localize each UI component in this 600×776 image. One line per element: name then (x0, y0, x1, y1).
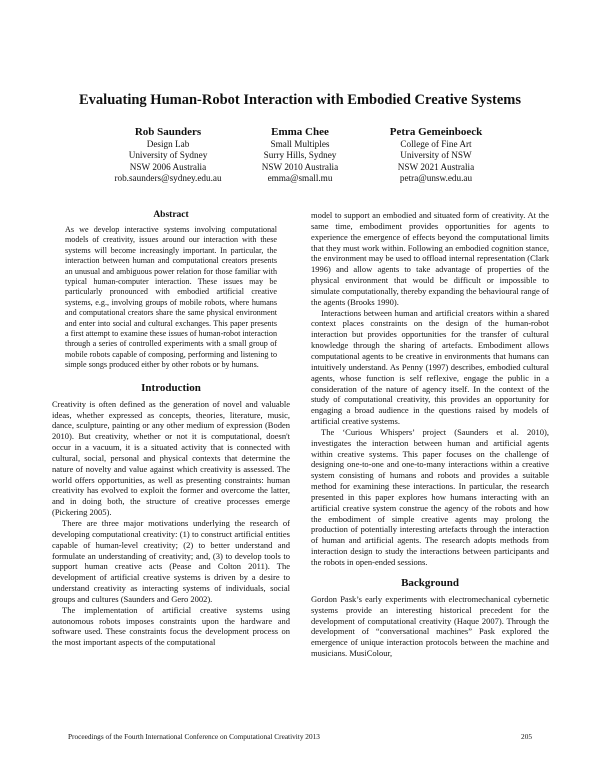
author-3 (336, 126, 536, 184)
author-name: Emma Chee (271, 126, 329, 138)
author-affiliation: University of Sydney (128, 150, 208, 161)
paragraph: There are three major motivations underlying the research of developing computational creativity: (1) to construct artificial entities capable of human-level creativity; (2) to better understand and formulate an understanding of creativity; and, (3) to develop tools to support human creative acts (Pease and Colton 2011). The development of artificial creative systems is driven by a desire to understand creativity as interacting systems of individuals, social groups and cultures (Saunders and Gero 2002). (52, 517, 290, 604)
introduction-heading: Introduction (141, 381, 201, 394)
abstract-heading: Abstract (153, 210, 189, 220)
paragraph: The ‘Curious Whispers’ project (Saunders et al. 2010), investigates the interaction between human and artificial agents within creative systems. This paper focuses on the challenge of designing one-to-one and one-to-many interactions within a creative system consisting of humans and robots and provides a suitable method for examining these interactions. In particular, the research presented in this paper explores how humans interacting with an artificial creative system construe the agency of the robots and how the embodiment of simple creative agents may prolong the production of potentially interesting artefacts through the interaction of human and artificial agents. The research adopts methods from interaction design to study the interactions between participants and the robots in open-ended sessions. (311, 426, 549, 567)
author-affiliation: Small Multiples (270, 139, 330, 149)
author-affiliation: Design Lab (146, 139, 190, 149)
author-email: petra@unsw.edu.au (399, 172, 473, 183)
author-address: NSW 2006 Australia (129, 161, 207, 172)
author-address: NSW 2021 Australia (397, 161, 475, 172)
paper-title: Evaluating Human-Robot Interaction with Embodied Creative Systems (79, 92, 521, 108)
author-name: Rob Saunders (134, 126, 202, 138)
author-email: rob.saunders@sydney.edu.au (114, 172, 222, 183)
paragraph: Interactions between human and artificial creators within a shared context places constraints on the design of the human-robot interaction but provides opportunities for the transfer of cultural knowledge through the sharing of artefacts. Embodiment allows computational agents to be creative in environments that humans can intuitively understand. As Penny (1997) describes, embodied cultural agents, whose function is self reflexive, engage the public in a consideration of the nature of agency itself. In the context of the study of computational creativity, this provides an opportunity for engaging a broad audience in the questions raised by models of artificial creative systems. (311, 307, 549, 427)
author-name: Petra Gemeinboeck (389, 126, 483, 138)
proceedings-footer: Proceedings of the Fourth International Conference on Computational Creativity 2013 (68, 732, 320, 741)
abstract-text: As we develop interactive systems involving computational models of creativity, issues around our interaction with these systems will become increasingly important. In particular, the interaction between human and computational creators presents an unusual and ambiguous power relation for those familiar with typical human-computer interaction. These issues may be particularly pronounced with embodied artificial creative systems, e.g., involving groups of mobile robots, where humans and computational creators share the same physical environment and enter into social and cultural exchanges. This paper presents a first attempt to examine these issues of human-robot interaction through a series of controlled experiments with a small group of mobile robots capable of composing, performing and listening to simple songs produced either by other robots or by humans. (65, 225, 277, 370)
paragraph: The implementation of artificial creative systems using autonomous robots imposes constraints upon the hardware and software used. These constraints focus the development process on the most important aspects of the computational (52, 604, 290, 648)
author-affiliation: Surry Hills, Sydney (263, 150, 337, 161)
paragraph: Gordon Pask’s early experiments with electromechanical cybernetic systems provide an interesting historical precedent for the development of computational creativity (Haque 2007). Through the development of “conversational machines” Pask explored the emergence of unique interaction protocols between the machine and musicians. MusiColour, (311, 593, 549, 659)
left-column (52, 210, 290, 648)
author-affiliation: College of Fine Art (400, 139, 472, 149)
author-email: emma@small.mu (267, 172, 333, 183)
background-heading: Background (401, 576, 459, 589)
page-number: 205 (521, 732, 532, 741)
author-address: NSW 2010 Australia (261, 161, 339, 172)
right-column (311, 210, 549, 659)
author-affiliation: University of NSW (400, 150, 472, 161)
paragraph: model to support an embodied and situated form of creativity. At the same time, embodiment provides opportunities for agents to experience the emergence of effects beyond the computational limits that they must work within. Following an embodied cognition stance, the environment may be used to offload internal representation (Clark 1996) and allow agents to take advantage of properties of the physical environment that would be difficult or impossible to simulate computationally, thereby expanding the behavioural range of the agents (Brooks 1990). (311, 210, 549, 307)
paragraph: Creativity is often defined as the generation of novel and valuable ideas, whether expressed as concepts, theories, literature, music, dance, sculpture, painting or any other medium of expression (Boden 2010). But creativity, whether or not it is computational, doesn't occur in a vacuum, it is a situated activity that is connected with cultural, social, personal and physical contexts that determine the nature of novelty and value against which creativity is assessed. The world offers opportunities, as well as presenting constraints: human creativity has evolved to exploit the former and overcome the latter, and in doing both, the structure of creative processes emerge (Pickering 2005). (52, 398, 290, 518)
